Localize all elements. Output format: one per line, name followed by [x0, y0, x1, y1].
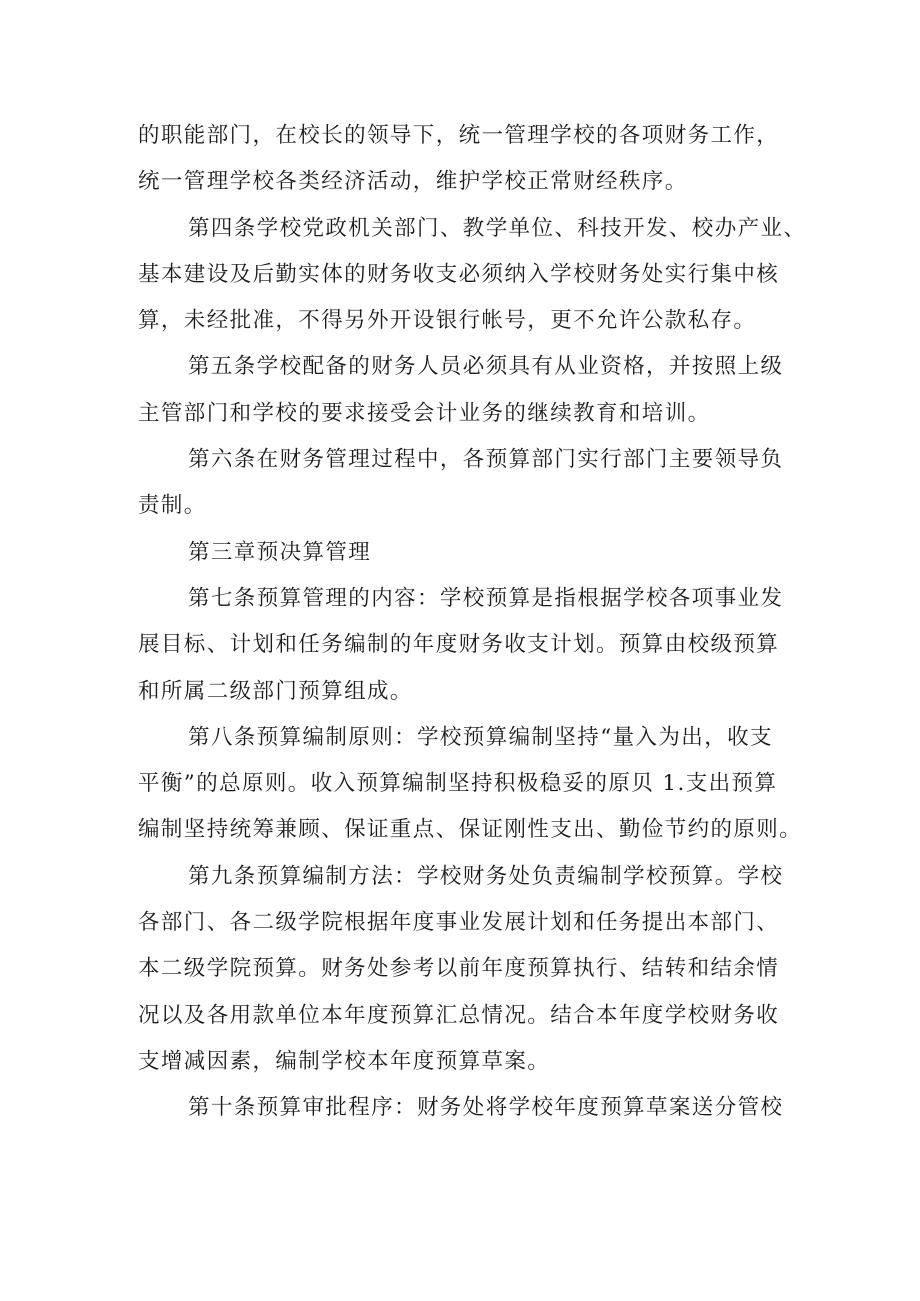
text-line: 和所属二级部门预算组成。	[138, 678, 413, 704]
text-line: 第十条预算审批程序：财务处将学校年度预算草案送分管校	[188, 1095, 784, 1121]
chapter-heading	[138, 530, 818, 576]
text-line: 基本建设及后勤实体的财务收支必须纳入学校财务处实行集中核	[138, 261, 780, 287]
text-line: 算，未经批准，不得另外开设银行帐号，更不允许公款私存。	[138, 308, 757, 334]
text-line: 本二级学院预算。财务处参考以前年度预算执行、结转和结余情	[138, 956, 780, 982]
paragraph-article-4	[138, 206, 818, 345]
text-line: 第三章预决算管理	[188, 539, 372, 565]
text-line: 第六条在财务管理过程中，各预算部门实行部门主要领导负	[188, 447, 784, 473]
paragraph-article-7	[138, 576, 818, 715]
paragraph-continuation	[138, 113, 818, 206]
text-line: 统一管理学校各类经济活动，维护学校正常财经秩序。	[138, 169, 688, 195]
text-line: 第九条预算编制方法：学校财务处负责编制学校预算。学校	[188, 863, 784, 889]
paragraph-article-5	[138, 344, 818, 437]
text-line: 展目标、计划和任务编制的年度财务收支计划。预算由校级预算	[138, 632, 780, 658]
document-body	[138, 113, 818, 1132]
text-line: 平衡”的总原则。收入预算编制坚持积极稳妥的原贝 1.支出预算	[138, 771, 778, 797]
text-line: 各部门、各二级学院根据年度事业发展计划和任务提出本部门、	[138, 910, 780, 936]
text-line: 第四条学校党政机关部门、教学单位、科技开发、校办产业、	[188, 215, 807, 241]
text-line: 的职能部门，在校长的领导下，统一管理学校的各项财务工作，	[138, 123, 780, 148]
text-line: 第七条预算管理的内容：学校预算是指根据学校各项事业发	[188, 585, 784, 611]
paragraph-article-10	[138, 1085, 818, 1131]
text-line: 主管部门和学校的要求接受会计业务的继续教育和培训。	[138, 400, 711, 426]
text-line: 第八条预算编制原则：学校预算编制坚持“量入为出，收支	[188, 724, 773, 750]
text-line: 支增减因素，编制学校本年度预算草案。	[138, 1048, 551, 1074]
text-line: 况以及各用款单位本年度预算汇总情况。结合本年度学校财务收	[138, 1002, 780, 1028]
text-line: 第五条学校配备的财务人员必须具有从业资格，并按照上级	[188, 354, 784, 380]
paragraph-article-8	[138, 715, 818, 854]
paragraph-article-6	[138, 437, 818, 530]
text-line: 编制坚持统筹兼顾、保证重点、保证刚性支出、勤俭节约的原则。	[138, 817, 803, 843]
paragraph-article-9	[138, 854, 818, 1085]
text-line: 责制。	[138, 493, 207, 519]
